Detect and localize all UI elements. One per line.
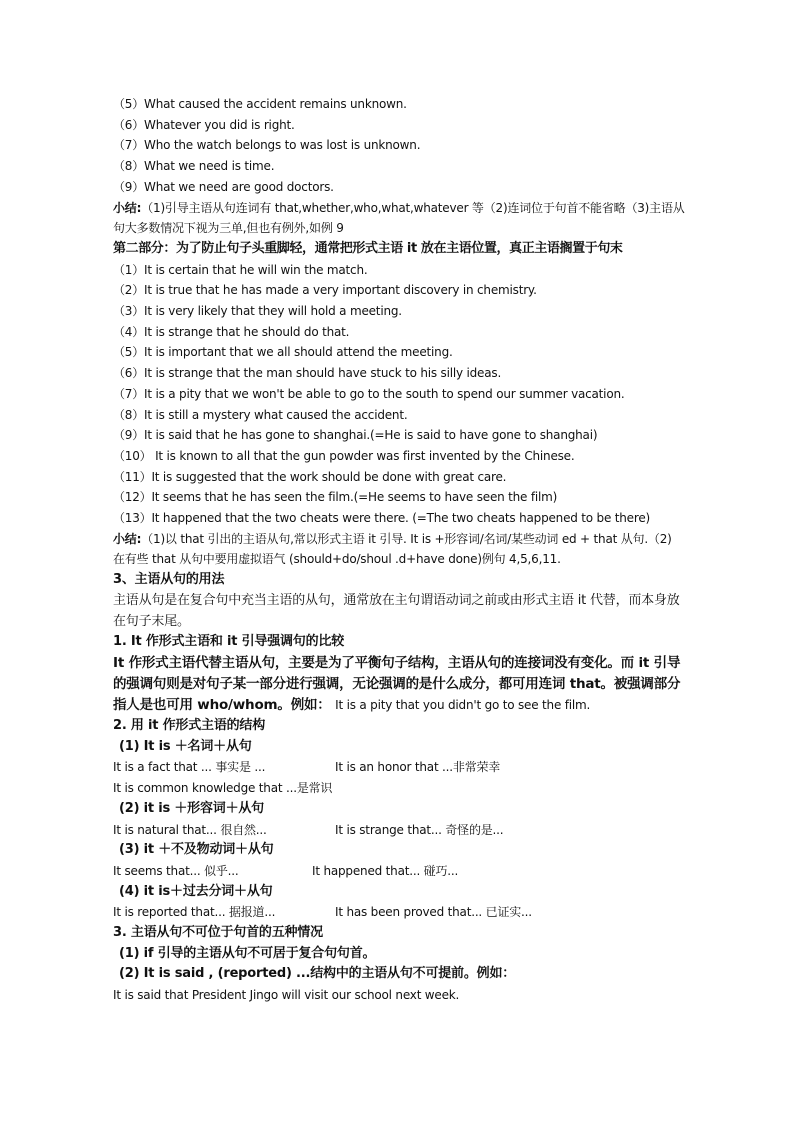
- phrase-left: It seems that... 似乎...: [113, 863, 239, 878]
- structure-block: [113, 737, 685, 799]
- structure-row: [113, 778, 685, 799]
- example-sentence: （6）It is strange that the man should have stuck to his silly ideas.: [113, 366, 502, 381]
- section1-text: [113, 653, 685, 716]
- phrase-left: It is natural that... 很自然...: [113, 822, 267, 837]
- part1-examples: [113, 94, 685, 198]
- example-sentence: It is said that President Jingo will visit our school next week.: [113, 988, 460, 1003]
- example-sentence: （4）It is strange that he should do that.: [113, 324, 350, 339]
- section3-heading: 3. 主语从句不可位于句首的五种情况: [113, 925, 323, 941]
- phrase-right: It is an honor that ...非常荣幸: [335, 760, 501, 775]
- example-sentence: （2）It is true that he has made a very important discovery in chemistry.: [113, 283, 537, 298]
- structure-row: [113, 902, 685, 923]
- example-sentence: （6）Whatever you did is right.: [113, 117, 295, 132]
- structure-label: (2) it is ＋形容词＋从句: [119, 800, 264, 816]
- structure-row: [113, 757, 685, 778]
- example-sentence: （9）It is said that he has gone to shanghai.(=He is said to have gone to shanghai): [113, 428, 598, 443]
- structure-block: [113, 840, 685, 881]
- structure-row: [113, 861, 685, 882]
- structure-label: (4) it is＋过去分词＋从句: [119, 883, 273, 899]
- structure-block: [113, 882, 685, 923]
- structure-label: (3) it ＋不及物动词＋从句: [119, 842, 274, 858]
- summary-text: （1)以 that 引出的主语从句,常以形式主语 it 引导. It is +形容词/名词/某些动词 ed + that 从句.（2) 在有些 that 从句中要用虚拟语气 (should+do/shoul .d+have done)例句 4,5,6,11.: [113, 531, 672, 567]
- structure-block: [113, 799, 685, 840]
- section1-body: It 作形式主语代替主语从句，主要是为了平衡句子结构，主语从句的连接词没有变化。而 it 引导的强调句则是对句子某一部分进行强调，无论强调的是什么成分，都可用连词 that。被强调部分指人是也可用 who/whom。例如：: [113, 654, 681, 713]
- part1-summary: [113, 198, 685, 239]
- part2-summary: [113, 529, 685, 570]
- part3-heading: 3、主语从句的用法: [113, 572, 225, 588]
- section2-heading: 2. 用 it 作形式主语的结构: [113, 717, 266, 733]
- example-sentence: （10） It is known to all that the gun powder was first invented by the Chinese.: [113, 448, 575, 463]
- phrase-right: It is strange that... 奇怪的是...: [335, 822, 504, 837]
- phrase-left: It is a fact that ... 事实是 ...: [113, 760, 266, 775]
- summary-label: 小结:: [113, 200, 142, 215]
- example-sentence: （5）What caused the accident remains unknown.: [113, 97, 407, 111]
- part2-heading: 第二部分：为了防止句子头重脚轻，通常把形式主语 it 放在主语位置，真正主语搁置于句末: [113, 240, 623, 256]
- example-sentence: （12）It seems that he has seen the film.(=He seems to have seen the film): [113, 490, 558, 505]
- example-sentence: （5）It is important that we all should attend the meeting.: [113, 345, 453, 360]
- section1-heading: 1. It 作形式主语和 it 引导强调句的比较: [113, 634, 345, 650]
- section1-example: It is a pity that you didn't go to see the film.: [335, 697, 591, 712]
- document-page: [113, 94, 685, 1006]
- example-sentence: （13）It happened that the two cheats were there. (=The two cheats happened to be there): [113, 511, 650, 526]
- example-sentence: （3）It is very likely that they will hold a meeting.: [113, 304, 402, 319]
- rule-item: (2) It is said , (reported) ...结构中的主语从句不可提前。例如：: [119, 966, 516, 982]
- phrase-right: It has been proved that... 已证实...: [335, 905, 532, 920]
- example-sentence: （8）It is still a mystery what caused the accident.: [113, 407, 408, 422]
- phrase-right: It happened that... 碰巧...: [312, 863, 459, 878]
- rule-item: (1) if 引导的主语从句不可居于复合句句首。: [119, 945, 376, 961]
- summary-text: （1)引导主语从句连词有 that,whether,who,what,whatever 等（2)连词位于句首不能省略（3)主语从句大多数情况下视为三单,但也有例外,如例 9: [113, 200, 685, 236]
- structure-label: (1) It is ＋名词＋从句: [119, 738, 252, 754]
- phrase-left: It is reported that... 据报道...: [113, 905, 276, 920]
- example-sentence: （11）It is suggested that the work should be done with great care.: [113, 469, 507, 484]
- summary-label: 小结:: [113, 531, 142, 546]
- part3-intro: 主语从句是在复合句中充当主语的从句，通常放在主句谓语动词之前或由形式主语 it 代替，而本身放在句子末尾。: [113, 592, 680, 629]
- part2-examples: [113, 260, 685, 529]
- phrase-left: It is common knowledge that ...是常识: [113, 781, 333, 796]
- example-sentence: （7）It is a pity that we won't be able to go to the south to spend our summer vacation.: [113, 386, 625, 401]
- example-sentence: （8）What we need is time.: [113, 159, 275, 174]
- example-sentence: （9）What we need are good doctors.: [113, 179, 334, 194]
- structure-row: [113, 820, 685, 841]
- example-sentence: （7）Who the watch belongs to was lost is unknown.: [113, 138, 421, 153]
- example-sentence: （1）It is certain that he will win the match.: [113, 262, 368, 277]
